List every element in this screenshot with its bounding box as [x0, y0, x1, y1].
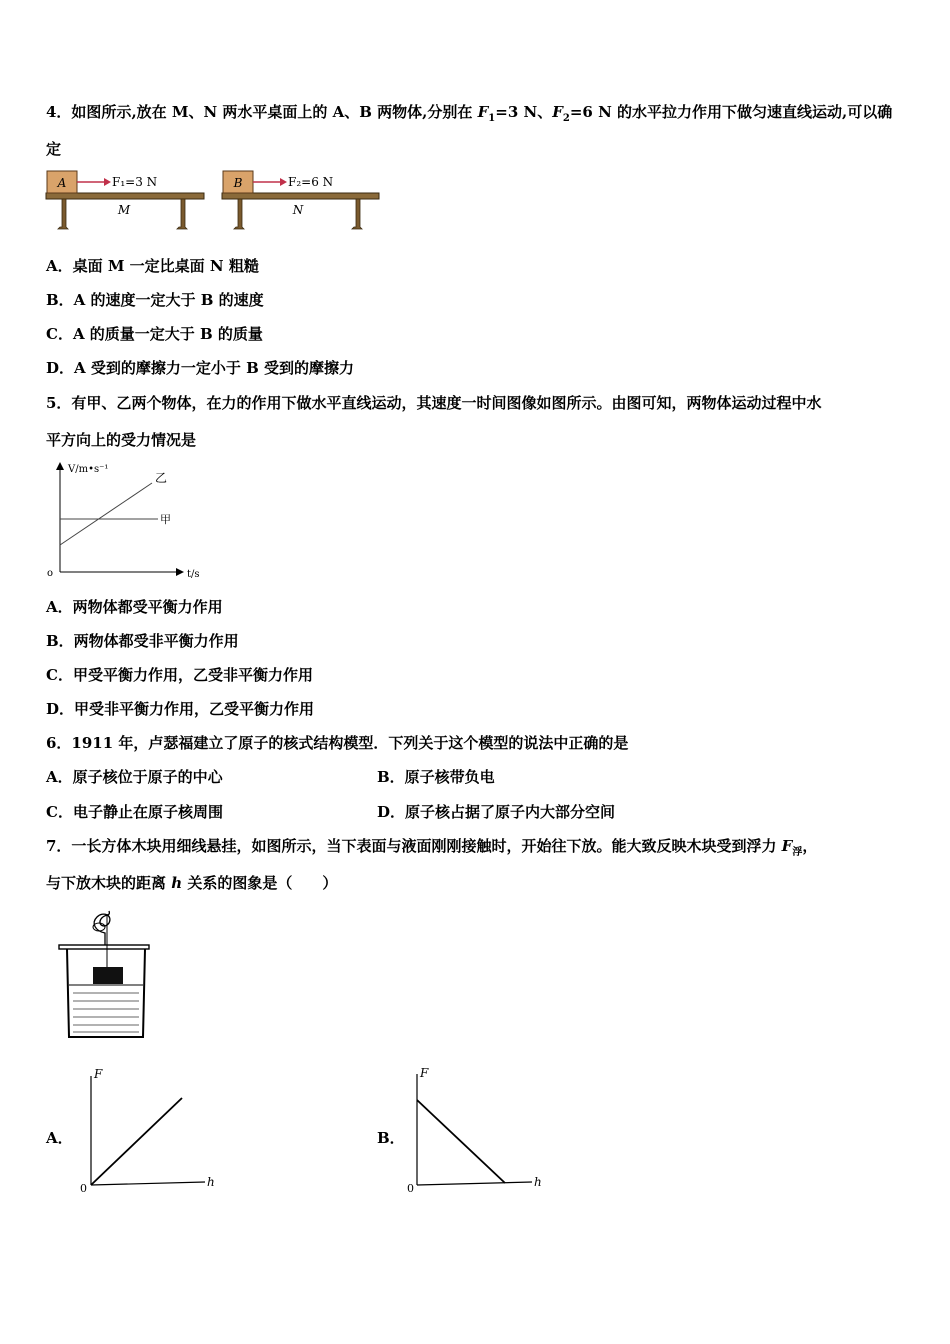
q5-x-arrowhead	[176, 568, 184, 576]
table-n-right-leg	[352, 199, 362, 229]
q4-stem-prefix: 4．如图所示,放在 M、N 两水平桌面上的 A、B 两物体,分别在	[46, 103, 478, 121]
q6-option-b: B．原子核带负电	[377, 768, 495, 786]
q4-option-a: A．桌面 M 一定比桌面 N 粗糙	[46, 257, 259, 275]
q5-option-b: B．两物体都受非平衡力作用	[46, 632, 239, 650]
table-n-top	[222, 193, 379, 199]
block-b-label: B	[233, 176, 243, 190]
table-n-left-leg	[234, 199, 244, 229]
table-m-right-leg	[177, 199, 187, 229]
q7-beaker-figure	[55, 905, 155, 1045]
q5-option-a: A．两物体都受平衡力作用	[46, 598, 223, 616]
q7-support-bar	[59, 945, 149, 949]
q4-stem-line2: 定	[46, 140, 62, 158]
q7-graph-b	[405, 1062, 550, 1197]
q4-option-b: B．A 的速度一定大于 B 的速度	[46, 291, 264, 309]
q5-stem-line1: 5．有甲、乙两个物体，在力的作用下做水平直线运动，其速度一时间图像如图所示。由图可知，两物体运动过程中水	[46, 394, 822, 412]
q5-vt-graph	[44, 460, 214, 585]
q4-f2-symbol: F	[552, 103, 563, 121]
force-b-arrowhead	[280, 178, 287, 186]
q4-option-c: C．A 的质量一定大于 B 的质量	[46, 325, 263, 343]
force-a-arrowhead	[104, 178, 111, 186]
q7-wood-block	[93, 967, 123, 984]
q6-stem: 6．1911 年，卢瑟福建立了原子的核式结构模型．下列关于这个模型的说法中正确的是	[46, 734, 629, 752]
q7-stem-line1	[46, 836, 817, 863]
q5-y-label: V/m•s⁻¹	[68, 464, 109, 475]
q7a-y-label: F	[94, 1067, 103, 1081]
q4-f1-subscript: 1	[488, 113, 496, 124]
q7-stem-f: F	[781, 837, 793, 855]
q7a-x-axis	[91, 1182, 205, 1185]
q5-label-yi: 乙	[155, 471, 168, 485]
table-m-left-leg	[58, 199, 68, 229]
q7-option-a: A．	[46, 1129, 73, 1147]
q7-stem-f-sub: 浮	[792, 847, 803, 858]
q7-stem-prefix: 7．一长方体木块用细线悬挂，如图所示，当下表面与液面刚刚接触时，开始往下放。能大致反映木块受到浮力	[46, 837, 782, 855]
q7-stem2-suffix: 关系的图象是（ ）	[182, 874, 338, 892]
q7b-x-label: h	[534, 1175, 542, 1189]
q7-stem2-prefix: 与下放木块的距离	[46, 874, 172, 892]
q5-stem-line2: 平方向上的受力情况是	[46, 431, 197, 449]
q4-stem-line1	[46, 102, 892, 129]
q7-spring-icon	[94, 911, 110, 945]
q5-origin: o	[47, 568, 54, 579]
q4-f2-subscript: 2	[562, 113, 570, 124]
q6-option-c: C．电子静止在原子核周围	[46, 803, 223, 821]
q4-f1-value: =3 N、	[495, 103, 553, 121]
table-m-label: M	[117, 203, 131, 217]
q4-figure-tables	[44, 168, 384, 232]
q7a-origin: 0	[80, 1182, 87, 1195]
q7-stem-line2	[46, 873, 337, 893]
q4-f1-symbol: F	[477, 103, 489, 121]
force-b-label: F₂=6 N	[288, 175, 334, 189]
q7a-x-label: h	[207, 1175, 215, 1189]
q7-graph-a	[78, 1062, 223, 1197]
table-n-label: N	[292, 203, 304, 217]
block-a-label: A	[57, 176, 67, 190]
q7-stem-suffix: ，	[802, 837, 818, 855]
force-a-label: F₁=3 N	[112, 175, 158, 189]
q7b-origin: 0	[407, 1182, 414, 1195]
q5-y-arrowhead	[56, 462, 64, 470]
q7-stem-h: h	[171, 874, 183, 892]
q4-f2-value: =6 N 的水平拉力作用下做匀速直线运动,可以确	[569, 103, 893, 121]
q5-x-label: t/s	[187, 569, 200, 580]
q5-option-c: C．甲受平衡力作用，乙受非平衡力作用	[46, 666, 313, 684]
q7-liquid-hatch	[73, 993, 139, 1032]
q5-line-yi	[60, 483, 152, 545]
q7b-x-axis	[417, 1182, 532, 1185]
q5-label-jia: 甲	[160, 513, 171, 526]
q7a-line	[91, 1098, 182, 1185]
q6-option-d: D．原子核占据了原子内大部分空间	[377, 803, 616, 821]
q6-option-a: A．原子核位于原子的中心	[46, 768, 223, 786]
table-m-top	[46, 193, 204, 199]
q7b-y-label: F	[420, 1066, 429, 1080]
q5-option-d: D．甲受非平衡力作用，乙受平衡力作用	[46, 700, 315, 718]
q4-option-d: D．A 受到的摩擦力一定小于 B 受到的摩擦力	[46, 359, 354, 377]
q7b-line	[417, 1100, 505, 1183]
q7-option-b: B．	[377, 1129, 405, 1147]
